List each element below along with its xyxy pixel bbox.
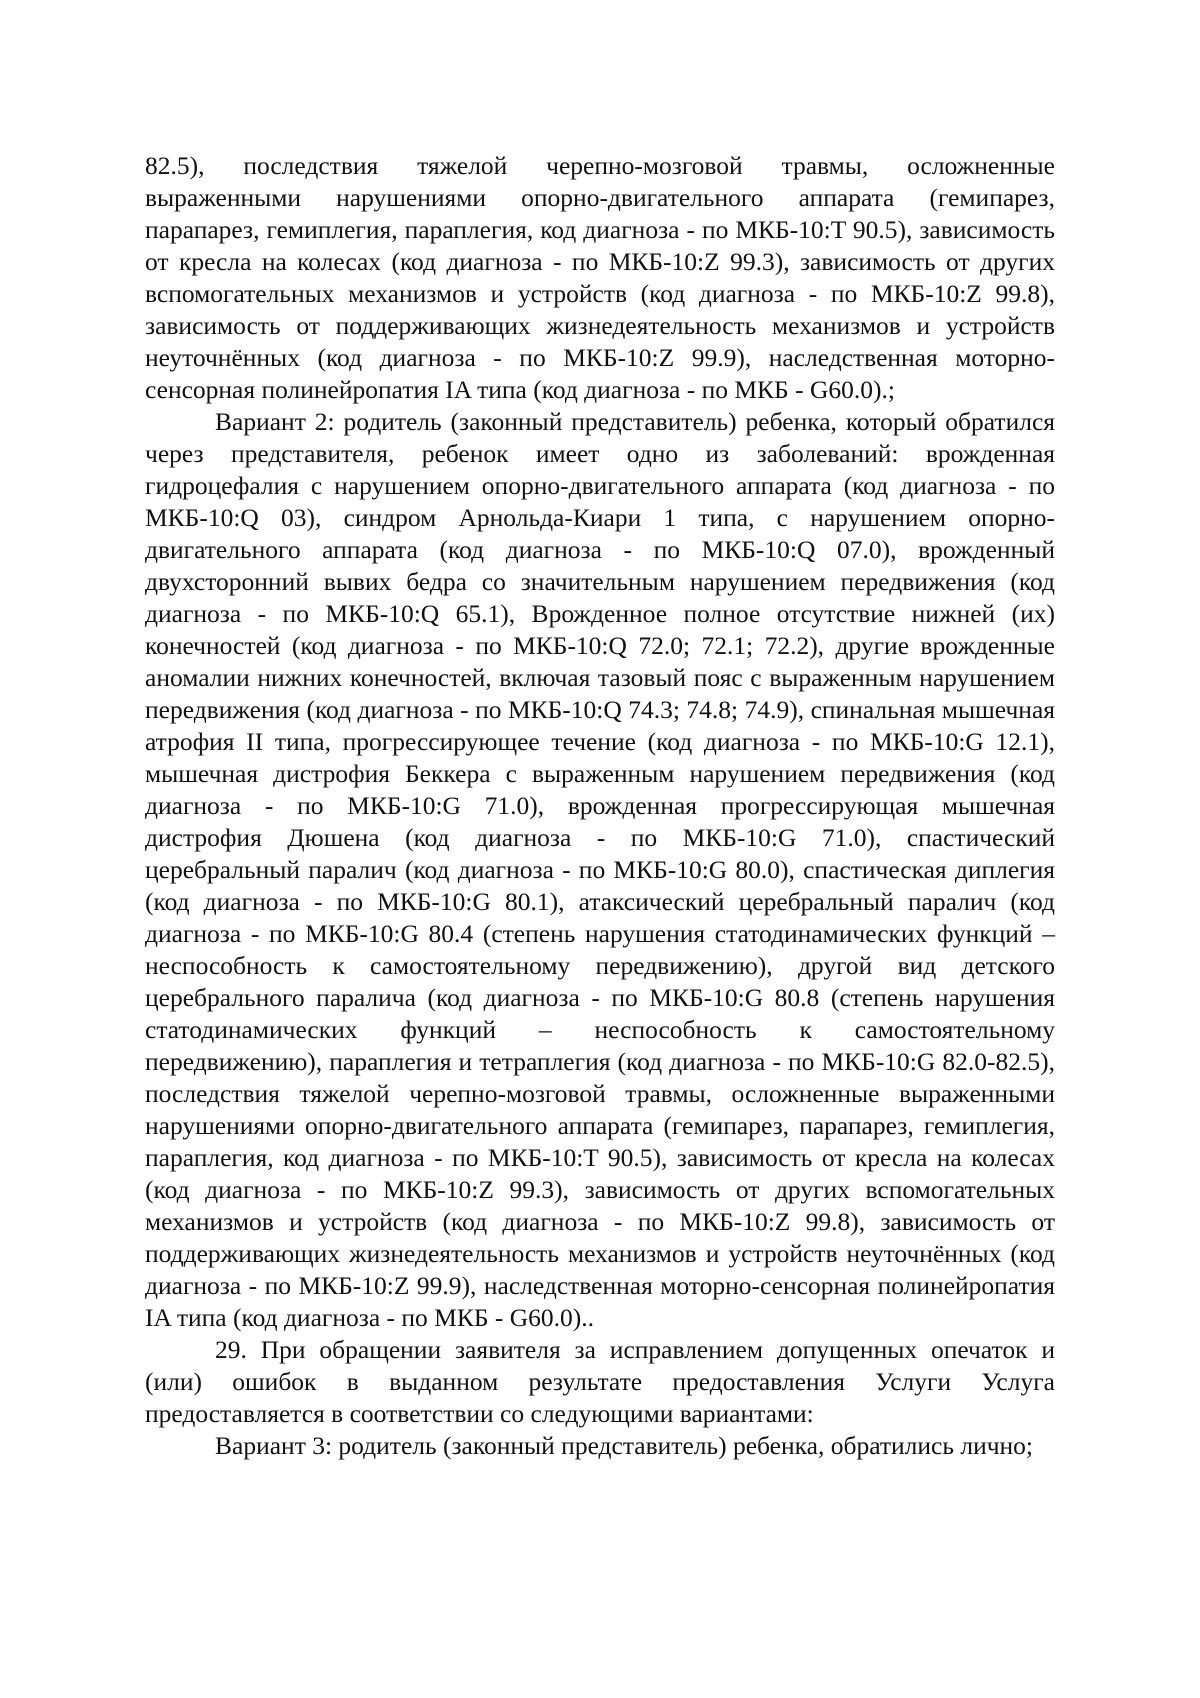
paragraph-continuation: 82.5), последствия тяжелой черепно-мозговой травмы, осложненные выраженными нарушениями опорно-двигательного аппарата (гемипарез, парапарез, гемиплегия, параплегия, код диагноза - по МКБ-10:T 90.5), зависимость от кресла на колесах (код диагноза - по МКБ-10:Z 99.3), зависимость от других вспомогательных механизмов и устройств (код диагноза - по МКБ-10:Z 99.8), зависимость от поддерживающих жизнедеятельность механизмов и устройств неуточнённых (код диагноза - по МКБ-10:Z 99.9), наследственная моторно-сенсорная полинейропатия IA типа (код диагноза - по МКБ - G60.0).; [145, 151, 1055, 404]
paragraph-variant-3: Вариант 3: родитель (законный представитель) ребенка, обратились лично; [215, 1431, 1034, 1460]
paragraph-item-29: 29. При обращении заявителя за исправлением допущенных опечаток и (или) ошибок в выданном результате предоставления Услуги Услуга предоставляется в соответствии со следующими вариантами: [145, 1335, 1055, 1428]
paragraph-variant-2: Вариант 2: родитель (законный представитель) ребенка, который обратился через представителя, ребенок имеет одно из заболеваний: врожденная гидроцефалия с нарушением опорно-двигательного аппарата (код диагноза - по МКБ-10:Q 03), синдром Арнольда-Киари 1 типа, с нарушением опорно-двигательного аппарата (код диагноза - по МКБ-10:Q 07.0), врожденный двухсторонний вывих бедра со значительным нарушением передвижения (код диагноза - по МКБ-10:Q 65.1), Врожденное полное отсутствие нижней (их) конечностей (код диагноза - по МКБ-10:Q 72.0; 72.1; 72.2), другие врожденные аномалии нижних конечностей, включая тазовый пояс с выраженным нарушением передвижения (код диагноза - по МКБ-10:Q 74.3; 74.8; 74.9), спинальная мышечная атрофия II типа, прогрессирующее течение (код диагноза - по МКБ-10:G 12.1), мышечная дистрофия Беккера с выраженным нарушением передвижения (код диагноза - по МКБ-10:G 71.0), врожденная прогрессирующая мышечная дистрофия Дюшена (код диагноза - по МКБ-10:G 71.0), спастический церебральный паралич (код диагноза - по МКБ-10:G 80.0), спастическая диплегия (код диагноза - по МКБ-10:G 80.1), атаксический церебральный паралич (код диагноза - по МКБ-10:G 80.4 (степень нарушения статодинамических функций – неспособность к самостоятельному передвижению), другой вид детского церебрального паралича (код диагноза - по МКБ-10:G 80.8 (степень нарушения статодинамических функций – неспособность к самостоятельному передвижению), параплегия и тетраплегия (код диагноза - по МКБ-10:G 82.0-82.5), последствия тяжелой черепно-мозговой травмы, осложненные выраженными нарушениями опорно-двигательного аппарата (гемипарез, парапарез, гемиплегия, параплегия, код диагноза - по МКБ-10:T 90.5), зависимость от кресла на колесах (код диагноза - по МКБ-10:Z 99.3), зависимость от других вспомогательных механизмов и устройств (код диагноза - по МКБ-10:Z 99.8), зависимость от поддерживающих жизнедеятельность механизмов и устройств неуточнённых (код диагноза - по МКБ-10:Z 99.9), наследственная моторно-сенсорная полинейропатия IA типа (код диагноза - по МКБ - G60.0).. [145, 407, 1055, 1332]
document-body [145, 150, 1055, 1462]
